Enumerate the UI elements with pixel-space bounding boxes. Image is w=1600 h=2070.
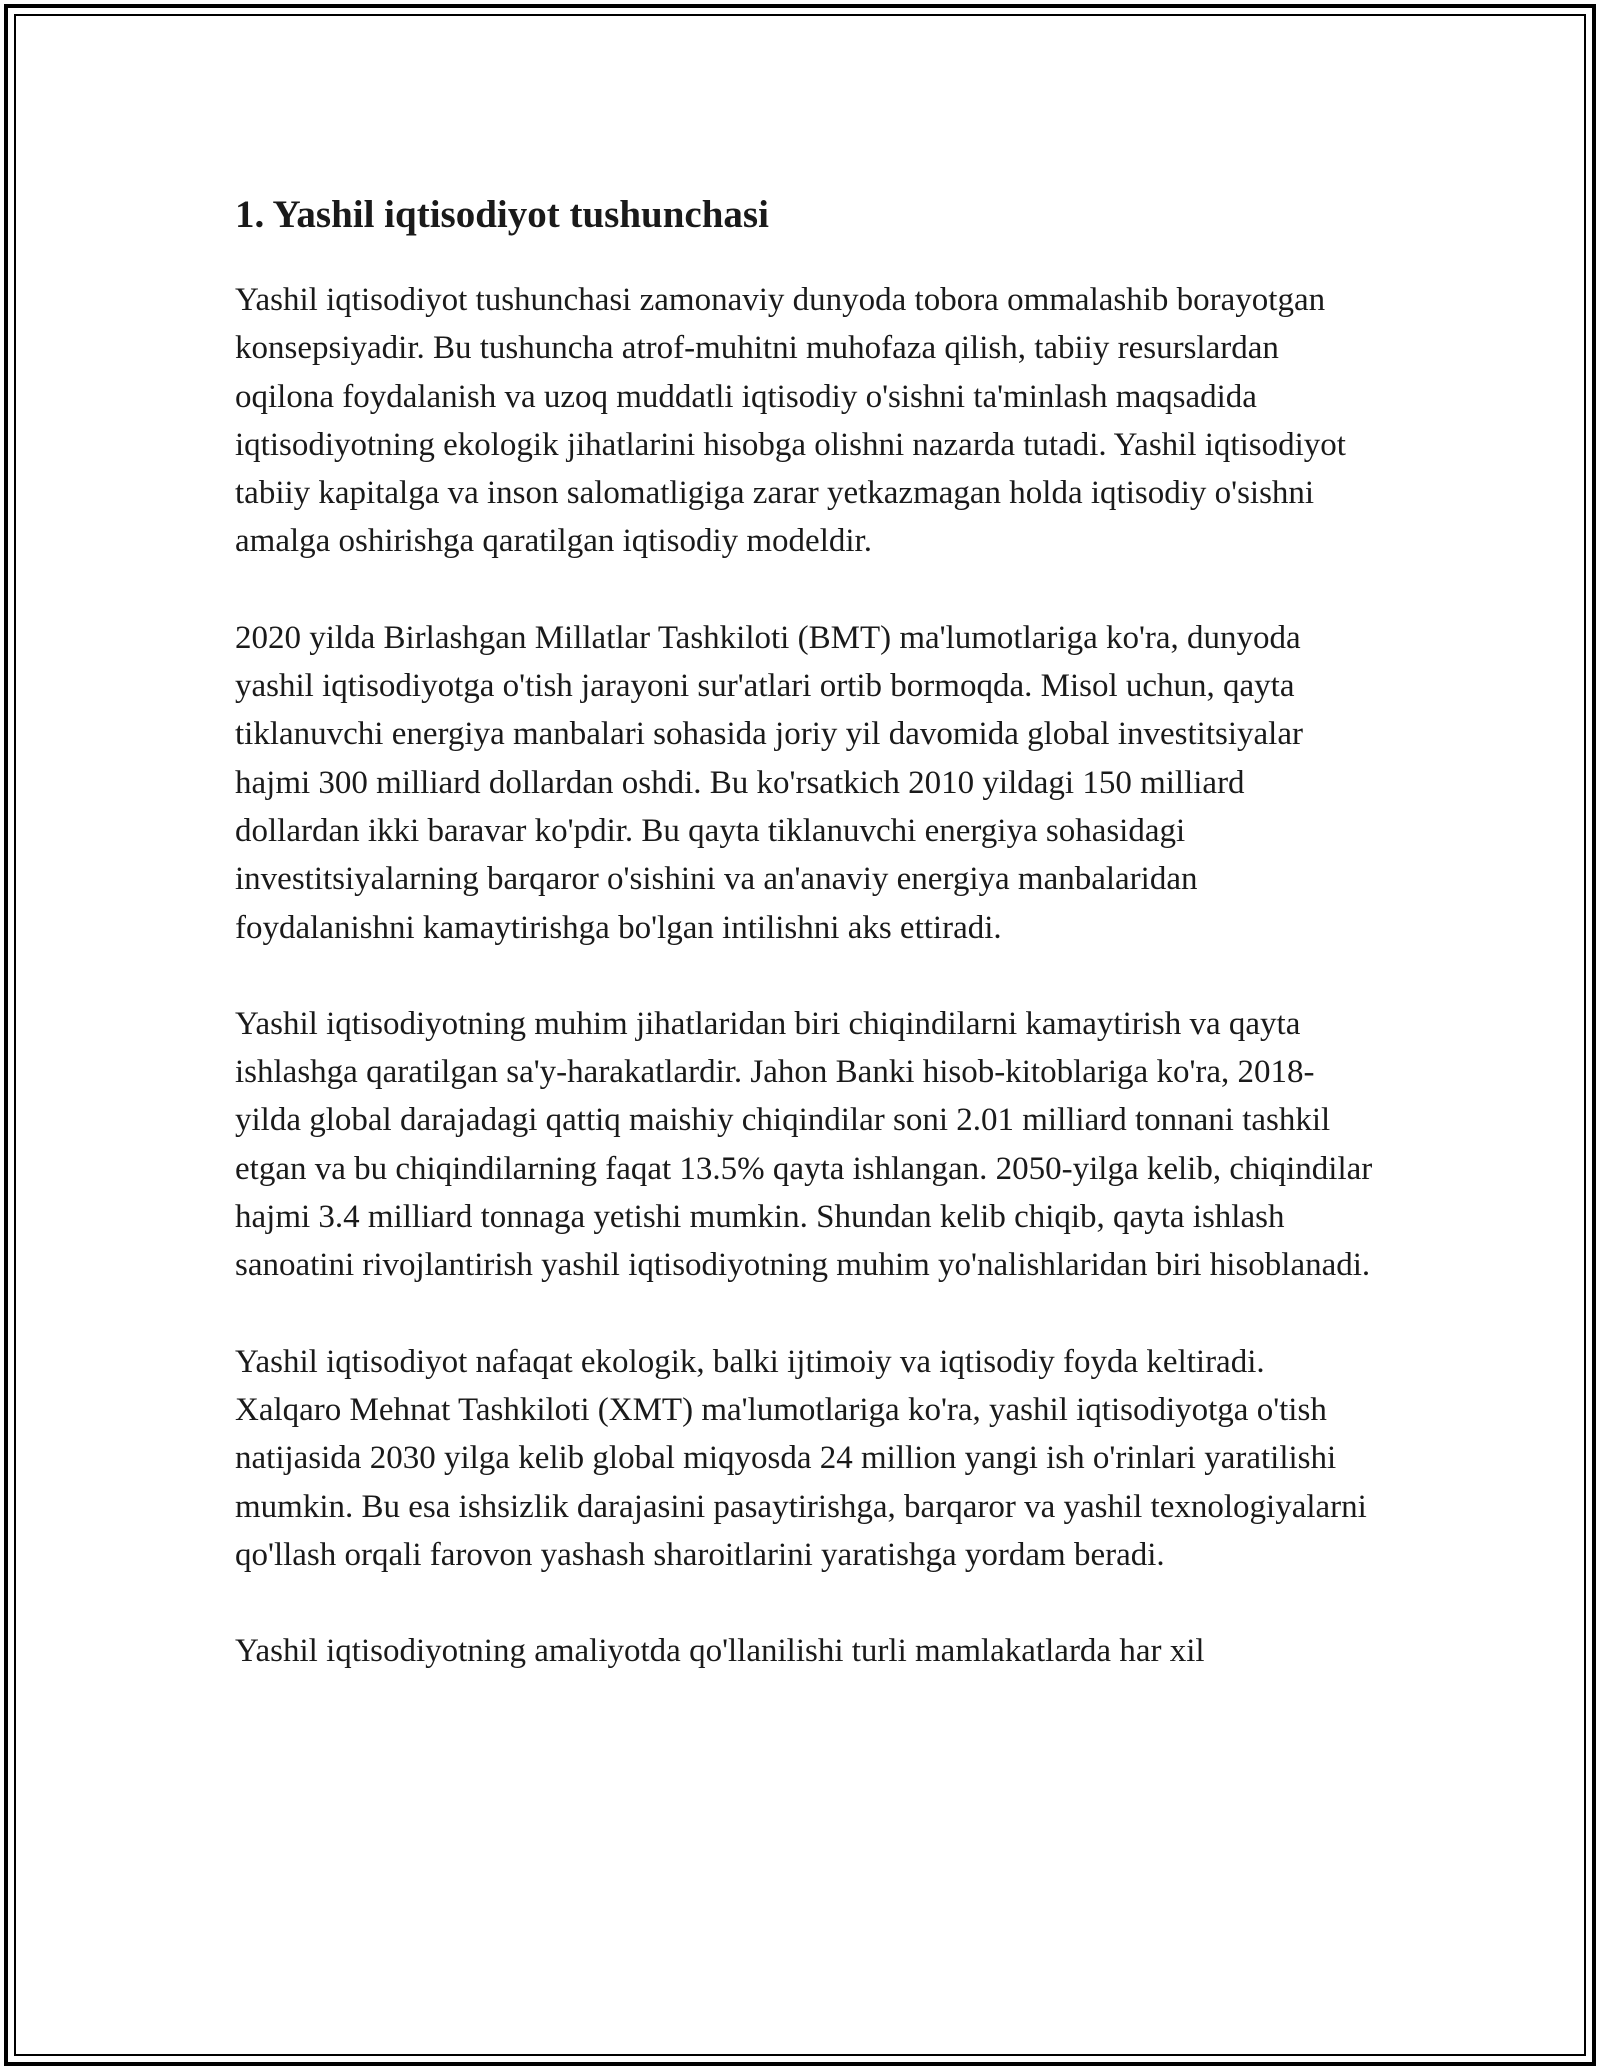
paragraph-1: Yashil iqtisodiyot tushunchasi zamonaviy dunyoda tobora ommalashib borayotgan konsepsiyadir. Bu tushuncha atrof-muhitni muhofaza qilish, tabiiy resurslardan oqilona foydalanish va uzoq muddatli iqtisodiy o'sishni ta'minlash maqsadida iqtisodiyotning ekologik jihatlarini hisobga olishni nazarda tutadi. Yashil iqtisodiyot tabiiy kapitalga va inson salomatligiga zarar yetkazmagan holda iqtisodiy o'sishni amalga oshirishga qaratilgan iqtisodiy modeldir. [235,282,1346,560]
paragraph-2: 2020 yilda Birlashgan Millatlar Tashkiloti (BMT) ma'lumotlariga ko'ra, dunyoda yashil iqtisodiyotga o'tish jarayoni sur'atlari ortib bormoqda. Misol uchun, qayta tiklanuvchi energiya manbalari sohasida joriy yil davomida global investitsiyalar hajmi 300 milliard dollardan oshdi. Bu ko'rsatkich 2010 yildagi 150 milliard dollardan ikki baravar ko'pdir. Bu qayta tiklanuvchi energiya sohasidagi investitsiyalarning barqaror o'sishini va an'anaviy energiya manbalaridan foydalanishni kamaytirishga bo'lgan intilishni aks ettiradi. [235,619,1303,946]
section-heading: 1. Yashil iqtisodiyot tushunchasi [235,193,769,236]
document-body [235,188,1375,1723]
paragraph-5: Yashil iqtisodiyotning amaliyotda qo'llanilishi turli mamlakatlarda har xil [235,1633,1205,1670]
paragraph-4: Yashil iqtisodiyot nafaqat ekologik, balki ijtimoiy va iqtisodiy foyda keltiradi. Xalqaro Mehnat Tashkiloti (XMT) ma'lumotlariga ko'ra, yashil iqtisodiyotga o'tish natijasida 2030 yilga kelib global miqyosda 24 million yangi ish o'rinlari yaratilishi mumkin. Bu esa ishsizlik darajasini pasaytirishga, barqaror va yashil texnologiyalarni qo'llash orqali farovon yashash sharoitlarini yaratishga yordam beradi. [235,1343,1367,1573]
paragraph-3: Yashil iqtisodiyotning muhim jihatlaridan biri chiqindilarni kamaytirish va qayta ishlashga qaratilgan sa'y-harakatlardir. Jahon Banki hisob-kitoblariga ko'ra, 2018-yilda global darajadagi qattiq maishiy chiqindilar soni 2.01 milliard tonnani tashkil etgan va bu chiqindilarning faqat 13.5% qayta ishlangan. 2050-yilga kelib, chiqindilar hajmi 3.4 milliard tonnaga yetishi mumkin. Shundan kelib chiqib, qayta ishlash sanoatini rivojlantirish yashil iqtisodiyotning muhim yo'nalishlaridan biri hisoblanadi. [235,1005,1373,1284]
